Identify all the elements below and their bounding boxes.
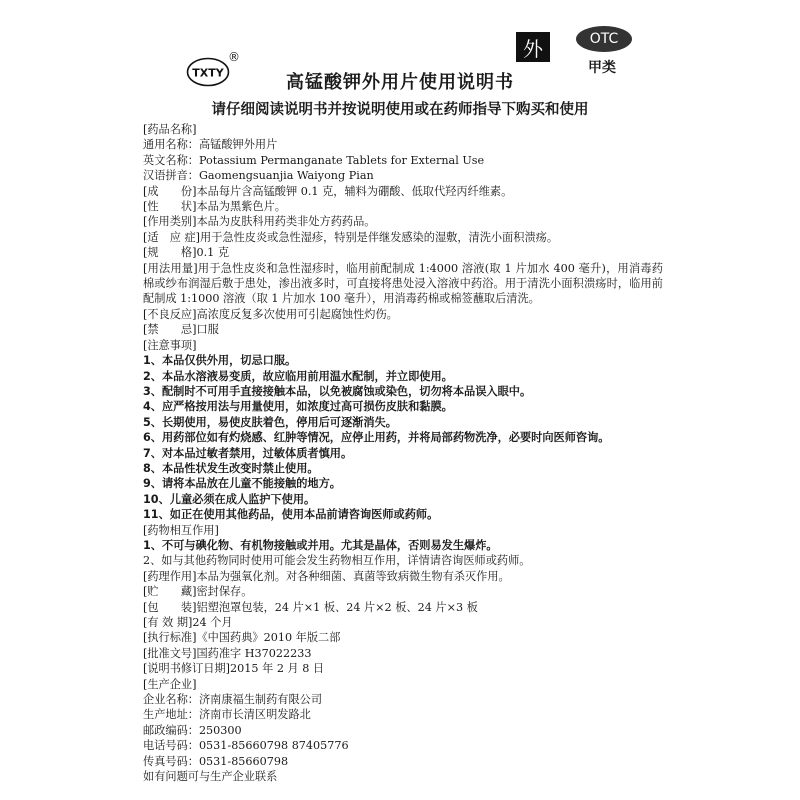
company-address: 生产地址：济南市长清区明发路北 [143, 708, 311, 722]
precaution-item: 10、儿童必须在成人监护下使用。 [143, 492, 316, 506]
postcode: 邮政编码：250300 [143, 723, 242, 737]
precaution-item: 9、请将本品放在儿童不能接触的地方。 [143, 477, 341, 491]
precaution-item: 6、用药部位如有灼烧感、红肿等情况，应停止用药，并将局部药物洗净，必要时向医师咨询。 [143, 431, 610, 445]
standard: [执行标准]《中国药典》2010 年版二部 [143, 631, 341, 645]
generic-name: 通用名称：高锰酸钾外用片 [143, 138, 278, 152]
registered-mark: ® [228, 50, 240, 64]
category: [作用类别]本品为皮肤科用药类非处方药药品。 [143, 215, 376, 229]
adverse-reactions: [不良反应]高浓度反复多次使用可引起腐蚀性灼伤。 [143, 307, 398, 321]
leaflet-body [143, 122, 663, 784]
interaction-item: 1、不可与碘化物、有机物接触或并用。尤其是晶体，否则易发生爆炸。 [143, 538, 498, 552]
document-title: 高锰酸钾外用片使用说明书 [286, 72, 514, 93]
precaution-item: 1、本品仅供外用，切忌口服。 [143, 354, 297, 368]
interactions-heading: [药物相互作用] [143, 523, 219, 537]
storage: [贮 藏]密封保存。 [143, 585, 253, 599]
precaution-item: 8、本品性状发生改变时禁止使用。 [143, 461, 319, 475]
indications: [适 应 症]用于急性皮炎或急性湿疹，特别是伴继发感染的湿敷，清洗小面积溃疡。 [143, 230, 559, 244]
appearance: [性 状]本品为黑紫色片。 [143, 200, 286, 214]
drug-name-heading: [药品名称] [143, 123, 197, 136]
revision-date: [说明书修订日期]2015 年 2 月 8 日 [143, 662, 325, 676]
approval-number: [批准文号]国药准字 H37022233 [143, 646, 312, 660]
precaution-item: 2、本品水溶液易变质，故应临用前用温水配制，并立即使用。 [143, 369, 453, 383]
logo-text: TXTY [192, 66, 224, 80]
precaution-item: 7、对本品过敏者禁用，过敏体质者慎用。 [143, 446, 353, 460]
interaction-item: 2、如与其他药物同时使用可能会发生药物相互作用，详情请咨询医师或药师。 [143, 554, 531, 568]
pharmacology: [药理作用]本品为强氧化剂。对各种细菌、真菌等致病微生物有杀灭作用。 [143, 569, 510, 583]
document-subtitle: 请仔细阅读说明书并按说明使用或在药师指导下购买和使用 [211, 102, 589, 118]
precaution-item: 11、如正在使用其他药品，使用本品前请咨询医师或药师。 [143, 508, 439, 522]
english-name: 英文名称：Potassium Permanganate Tablets for External Use [143, 153, 485, 167]
contraindications: [禁 忌]口服 [143, 323, 219, 337]
otc-class-label: 甲类 [588, 60, 616, 76]
pinyin-name: 汉语拼音：Gaomengsuanjia Waiyong Pian [143, 169, 374, 183]
precautions-heading: [注意事项] [143, 338, 197, 352]
manufacturer-heading: [生产企业] [143, 677, 197, 691]
precaution-item: 5、长期使用，易使皮肤着色，停用后可逐渐消失。 [143, 415, 397, 429]
usage-dosage: [用法用量]用于急性皮炎和急性湿疹时，临用前配制成 1:4000 溶液(取 1 片加水 400 毫升)，用消毒药棉或纱布润湿后敷于患处，渗出液多时，可直接将患处浸入溶液中药浴。用于清洗小面积溃疡时，临用前配制成 1:1000 溶液（取 1 片加水 100 毫升），用消毒药棉或棉签蘸取后清洗。 [143, 261, 663, 306]
validity: [有 效 期]24 个月 [143, 616, 233, 629]
specification: [规 格]0.1 克 [143, 246, 230, 260]
fax-number: 传真号码：0531-85660798 [143, 754, 289, 768]
otc-badge: OTC [576, 26, 632, 52]
company-name: 企业名称：济南康福生制药有限公司 [143, 693, 323, 707]
contact-note: 如有问题可与生产企业联系 [143, 770, 278, 784]
composition: [成 份]本品每片含高锰酸钾 0.1 克，辅料为硼酸、低取代羟丙纤维素。 [143, 184, 513, 198]
package: [包 装]铝塑泡罩包装，24 片×1 板、24 片×2 板、24 片×3 板 [143, 600, 478, 614]
external-use-badge: 外 [516, 32, 550, 62]
precaution-item: 4、应严格按用法与用量使用，如浓度过高可损伤皮肤和黏膜。 [143, 400, 453, 414]
phone-number: 电话号码：0531-85660798 87405776 [143, 739, 349, 753]
precaution-item: 3、配制时不可用手直接接触本品，以免被腐蚀或染色，切勿将本品误入眼中。 [143, 384, 532, 398]
